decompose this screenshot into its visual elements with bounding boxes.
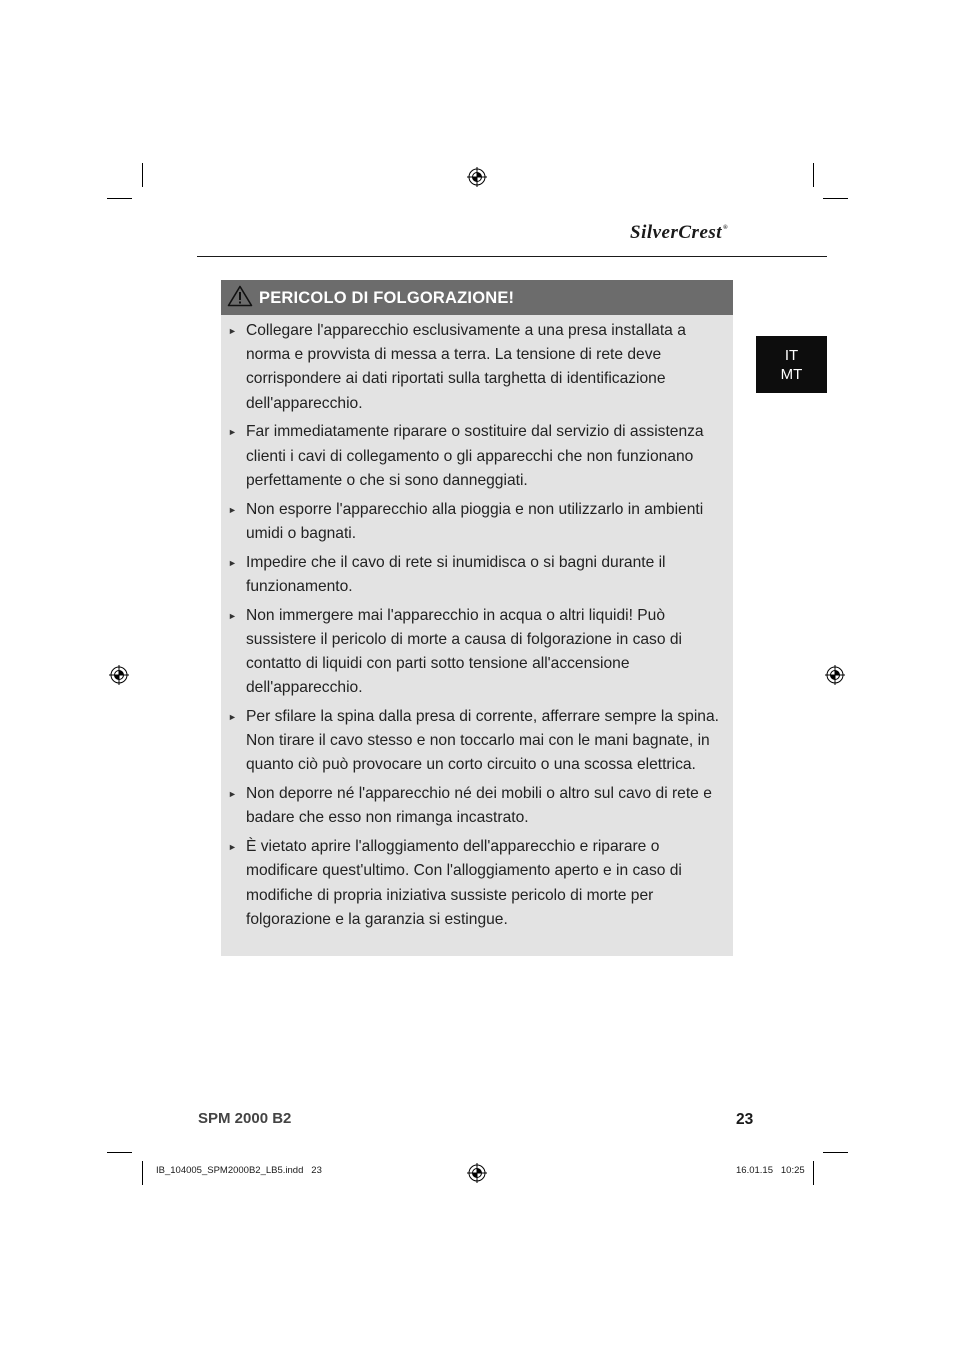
item-text: Non esporre l'apparecchio alla pioggia e non utilizzarlo in ambienti umidi o bagnati. [246,500,704,542]
bullet-arrow-icon: ► [228,427,237,438]
bullet-arrow-icon: ► [228,610,237,621]
item-text: È vietato aprire l'alloggiamento dell'apparecchio e riparare o modificare quest'ultimo. Con l'alloggiamento aperto e in caso di modifiche di propria iniziativa sussiste pericolo di morte per folgorazione e la garanzia si estingue. [246,838,682,928]
list-item [221,551,733,599]
item-text: Collegare l'apparecchio esclusivamente a una presa installata a norma e provvista di messa a terra. La tensione di rete deve corrispondere ai dati riportati sulla targhetta di identificazione dell'apparecchio. [246,322,686,412]
list-item [221,705,733,778]
print-slug-file: IB_104005_SPM2000B2_LB5.indd 23 [156,1165,322,1176]
crop-mark-bottom-right-h [823,1152,848,1153]
warning-box [221,280,733,956]
warning-header [221,280,733,315]
page-number: 23 [736,1111,754,1128]
crop-mark-bottom-left-h [107,1152,132,1153]
crop-mark-top-right-h [823,198,848,199]
item-text: Non immergere mai l'apparecchio in acqua o altri liquidi! Può sussistere il pericolo di morte a causa di folgorazione in caso di contatto di liquidi con parti sotto tensione all'accensione dell'apparecchio. [246,606,682,697]
header-rule [197,256,827,257]
registration-mark-icon [467,167,487,187]
language-code-it: IT [784,346,799,364]
list-item [221,420,733,493]
language-tab [756,336,827,393]
warning-list [221,315,733,932]
list-item [221,498,733,546]
bullet-arrow-icon: ► [228,789,237,800]
registration-mark-icon [825,665,845,685]
item-text: Far immediatamente riparare o sostituire dal servizio di assistenza clienti i cavi di collegamento o gli apparecchi che non funzionano perfettamente o che si sono danneggiati. [246,423,704,489]
registered-mark: ® [723,225,729,231]
item-text: Impedire che il cavo di rete si inumidisca o si bagni durante il funzionamento. [246,553,666,595]
registration-mark-icon [109,665,129,685]
list-item [221,319,733,416]
crop-mark-bottom-left-v [142,1161,143,1185]
language-code-mt: MT [780,365,803,383]
bullet-arrow-icon: ► [228,842,237,853]
brand-logo [630,222,728,244]
warning-title: PERICOLO DI FOLGORAZIONE! [259,289,515,307]
registration-mark-icon [467,1163,487,1183]
item-text: Per sfilare la spina dalla presa di corrente, afferrare sempre la spina. Non tirare il cavo stesso e non toccarlo mai con le mani bagnate, in quanto ciò può provocare un corto circuito o una scossa elettrica. [246,708,719,774]
warning-triangle-icon [227,285,253,307]
item-text: Non deporre né l'apparecchio né dei mobili o altro sul cavo di rete e badare che esso non rimanga incastrato. [246,785,712,827]
crop-mark-bottom-right-v [813,1161,814,1185]
brand-name: SilverCrest [630,222,723,243]
list-item [221,604,733,701]
list-item [221,782,733,830]
bullet-arrow-icon: ► [228,504,237,515]
model-number: SPM 2000 B2 [198,1110,292,1127]
bullet-arrow-icon: ► [228,712,237,723]
crop-mark-top-right-v [813,163,814,187]
bullet-arrow-icon: ► [228,557,237,568]
print-slug-datetime: 16.01.15 10:25 [736,1165,805,1176]
bullet-arrow-icon: ► [228,326,237,336]
crop-mark-top-left-v [142,163,143,187]
list-item [221,835,733,932]
crop-mark-top-left-h [107,198,132,199]
